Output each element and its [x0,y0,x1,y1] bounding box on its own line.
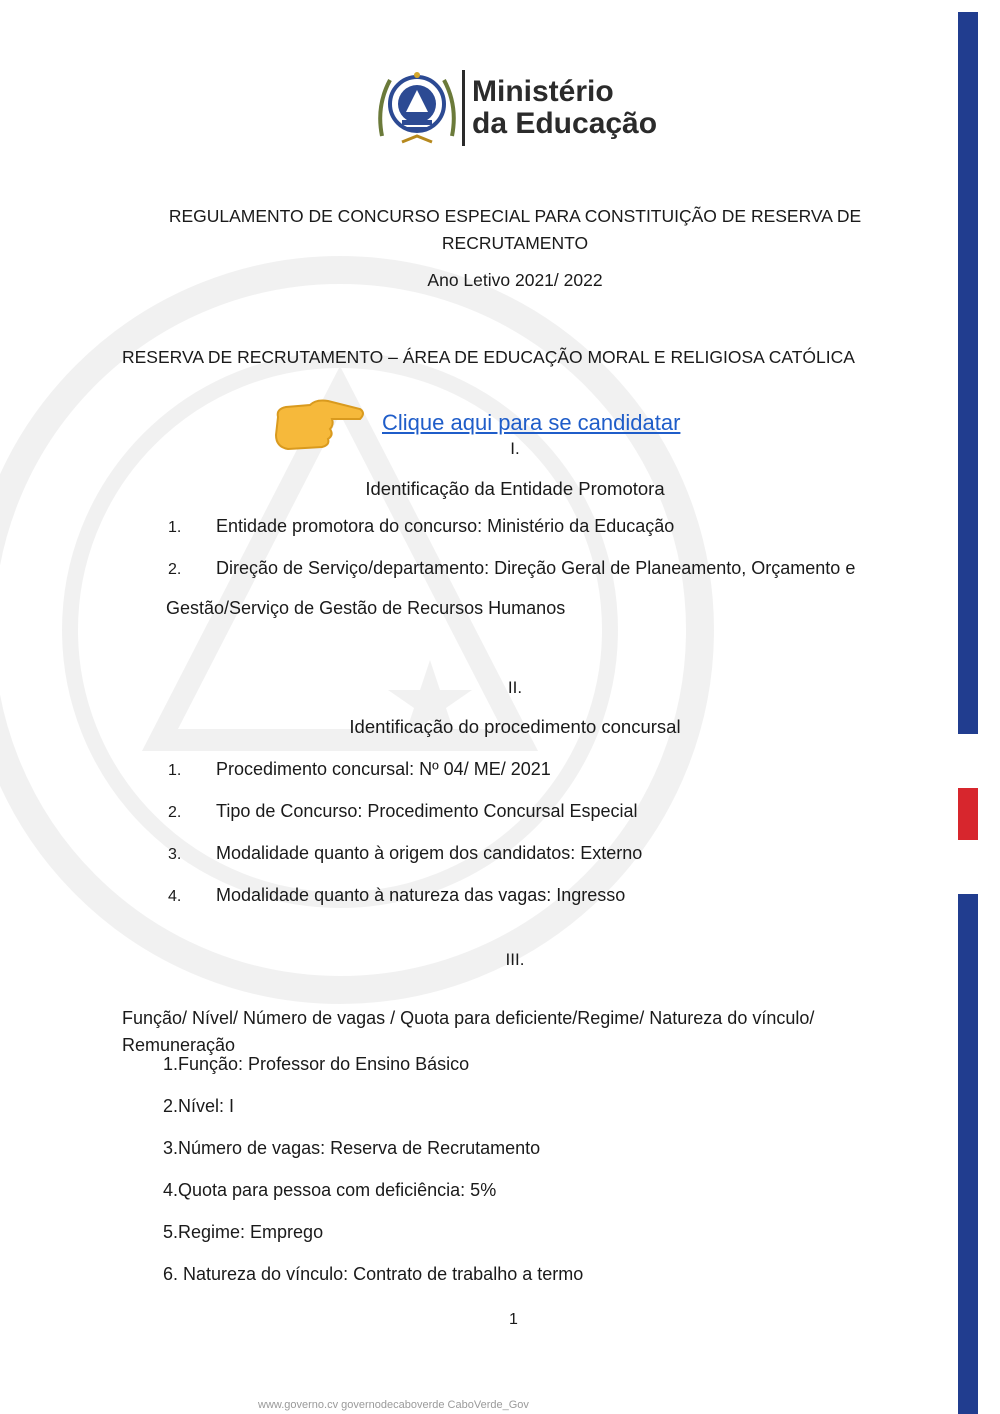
reserve-area-title: RESERVA DE RECRUTAMENTO – ÁREA DE EDUCAÇÃO MORAL E RELIGIOSA CATÓLICA [122,347,855,367]
section1-number: I. [510,439,520,458]
document-title: REGULAMENTO DE CONCURSO ESPECIAL PARA CONSTITUIÇÃO DE RESERVA DE RECRUTAMENTO [168,206,862,253]
page-number: 1 [509,1311,518,1328]
section3-item: 6. Natureza do vínculo: Contrato de trabalho a termo [163,1264,584,1284]
ministry-name-line1: Ministério [472,75,614,108]
apply-link[interactable]: Clique aqui para se candidatar [382,410,681,435]
section2-item [168,843,642,864]
section2-item-text: Procedimento concursal: Nº 04/ ME/ 2021 [216,759,551,779]
school-year: Ano Letivo 2021/ 2022 [427,270,603,290]
section3-item: 4.Quota para pessoa com deficiência: 5% [163,1180,497,1200]
ministry-logo [372,66,662,148]
section1-item [168,558,855,579]
section3-item: 1.Função: Professor do Ensino Básico [163,1054,470,1074]
section2-item [168,801,638,822]
ministry-name [472,76,657,140]
section2-item-number: 2. [168,804,182,821]
coat-of-arms-icon [372,66,462,148]
section2-item-number: 3. [168,846,182,863]
section2-item-number: 1. [168,762,182,779]
section2-item-text: Modalidade quanto à origem dos candidatos: Externo [216,843,643,863]
section2-number: II. [507,678,523,697]
section3-item: 3.Número de vagas: Reserva de Recrutamento [163,1138,541,1158]
section2-item [168,885,625,906]
section3-number: III. [505,950,525,969]
section1-heading: Identificação da Entidade Promotora [365,478,665,499]
section1-item-text: Direção de Serviço/departamento: Direção Geral de Planeamento, Orçamento e [216,558,856,578]
section3-heading: Função/ Nível/ Número de vagas / Quota para deficiente/Regime/ Natureza do vínculo/ Remuneração [122,1008,815,1055]
section2-item-text: Modalidade quanto à natureza das vagas: Ingresso [216,885,626,905]
section3-item: 2.Nível: I [163,1096,235,1116]
side-band-red [958,788,978,840]
section2-item [168,759,551,780]
section1-item-continuation: Gestão/Serviço de Gestão de Recursos Humanos [166,598,566,618]
section1-item-text: Entidade promotora do concurso: Ministério da Educação [216,516,675,536]
section2-heading: Identificação do procedimento concursal [349,716,681,737]
section2-item-number: 4. [168,888,182,905]
side-band-blue-bottom [958,894,978,1414]
footer-social-links: www.governo.cv governodecaboverde CaboVerde_Gov [258,1399,529,1411]
section3-item: 5.Regime: Emprego [163,1222,324,1242]
section1-item [168,516,674,537]
ministry-name-line2: da Educação [472,107,658,140]
section2-item-text: Tipo de Concurso: Procedimento Concursal Especial [216,801,638,821]
cabo-verde-watermark [0,180,720,1080]
section1-item-number: 2. [168,561,182,578]
logo-divider [462,70,465,146]
side-band-blue-top [958,12,978,734]
section1-item-number: 1. [168,519,182,536]
